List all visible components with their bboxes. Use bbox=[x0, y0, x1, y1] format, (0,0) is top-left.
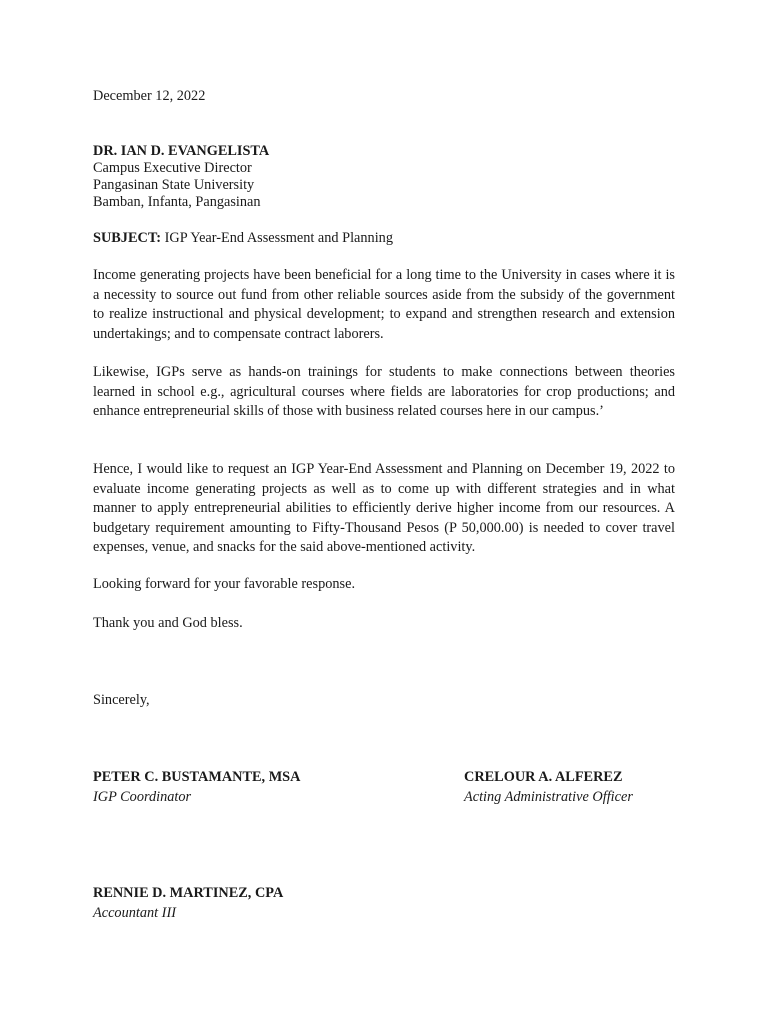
signatory-name: CRELOUR A. ALFEREZ bbox=[464, 769, 623, 785]
body-paragraph-5: Thank you and God bless. bbox=[93, 615, 243, 631]
signatory-position: Accountant III bbox=[93, 905, 176, 921]
closing: Sincerely, bbox=[93, 692, 150, 708]
subject-line bbox=[93, 230, 393, 247]
signatory-name: PETER C. BUSTAMANTE, MSA bbox=[93, 769, 301, 785]
recipient-title: Campus Executive Director bbox=[93, 160, 252, 176]
body-paragraph-1: Income generating projects have been beneficial for a long time to the University in cases where it is a necessity to source out fund from other reliable sources aside from the subsidy of the government to realize instructional and physical development; to expand and strengthen research and extension undertakings; and to compensate contract laborers. bbox=[93, 267, 675, 342]
signatory-3 bbox=[93, 885, 283, 922]
letter-date: December 12, 2022 bbox=[93, 88, 206, 104]
signatory-1 bbox=[93, 769, 300, 806]
body-paragraph-3: Hence, I would like to request an IGP Year-End Assessment and Planning on December 19, 2022 to evaluate income generating projects as well as to come up with different strategies and in what manner to apply entrepreneurial abilities to efficiently derive higher income from our resources. A budgetary requirement amounting to Fifty-Thousand Pesos (P 50,000.00) is needed to cover travel expenses, venue, and snacks for the said above-mentioned activity. bbox=[93, 461, 675, 555]
signatory-position: Acting Administrative Officer bbox=[464, 789, 633, 805]
recipient-name: DR. IAN D. EVANGELISTA bbox=[93, 143, 270, 159]
signatory-position: IGP Coordinator bbox=[93, 789, 192, 805]
signatory-name: RENNIE D. MARTINEZ, CPA bbox=[93, 885, 284, 901]
subject-label: SUBJECT: bbox=[93, 230, 162, 246]
subject-text: IGP Year-End Assessment and Planning bbox=[164, 230, 393, 246]
recipient-institution: Pangasinan State University bbox=[93, 177, 255, 193]
signatory-2 bbox=[464, 769, 633, 806]
recipient-block bbox=[93, 143, 269, 211]
body-paragraph-2: Likewise, IGPs serve as hands-on trainings for students to make connections between theories learned in school e.g., agricultural courses where fields are laboratories for crop productions; and enhance entrepreneurial skills of those with business related courses here in our campus.’ bbox=[93, 364, 675, 419]
recipient-address: Bamban, Infanta, Pangasinan bbox=[93, 194, 261, 210]
body-paragraph-4: Looking forward for your favorable response. bbox=[93, 576, 356, 592]
